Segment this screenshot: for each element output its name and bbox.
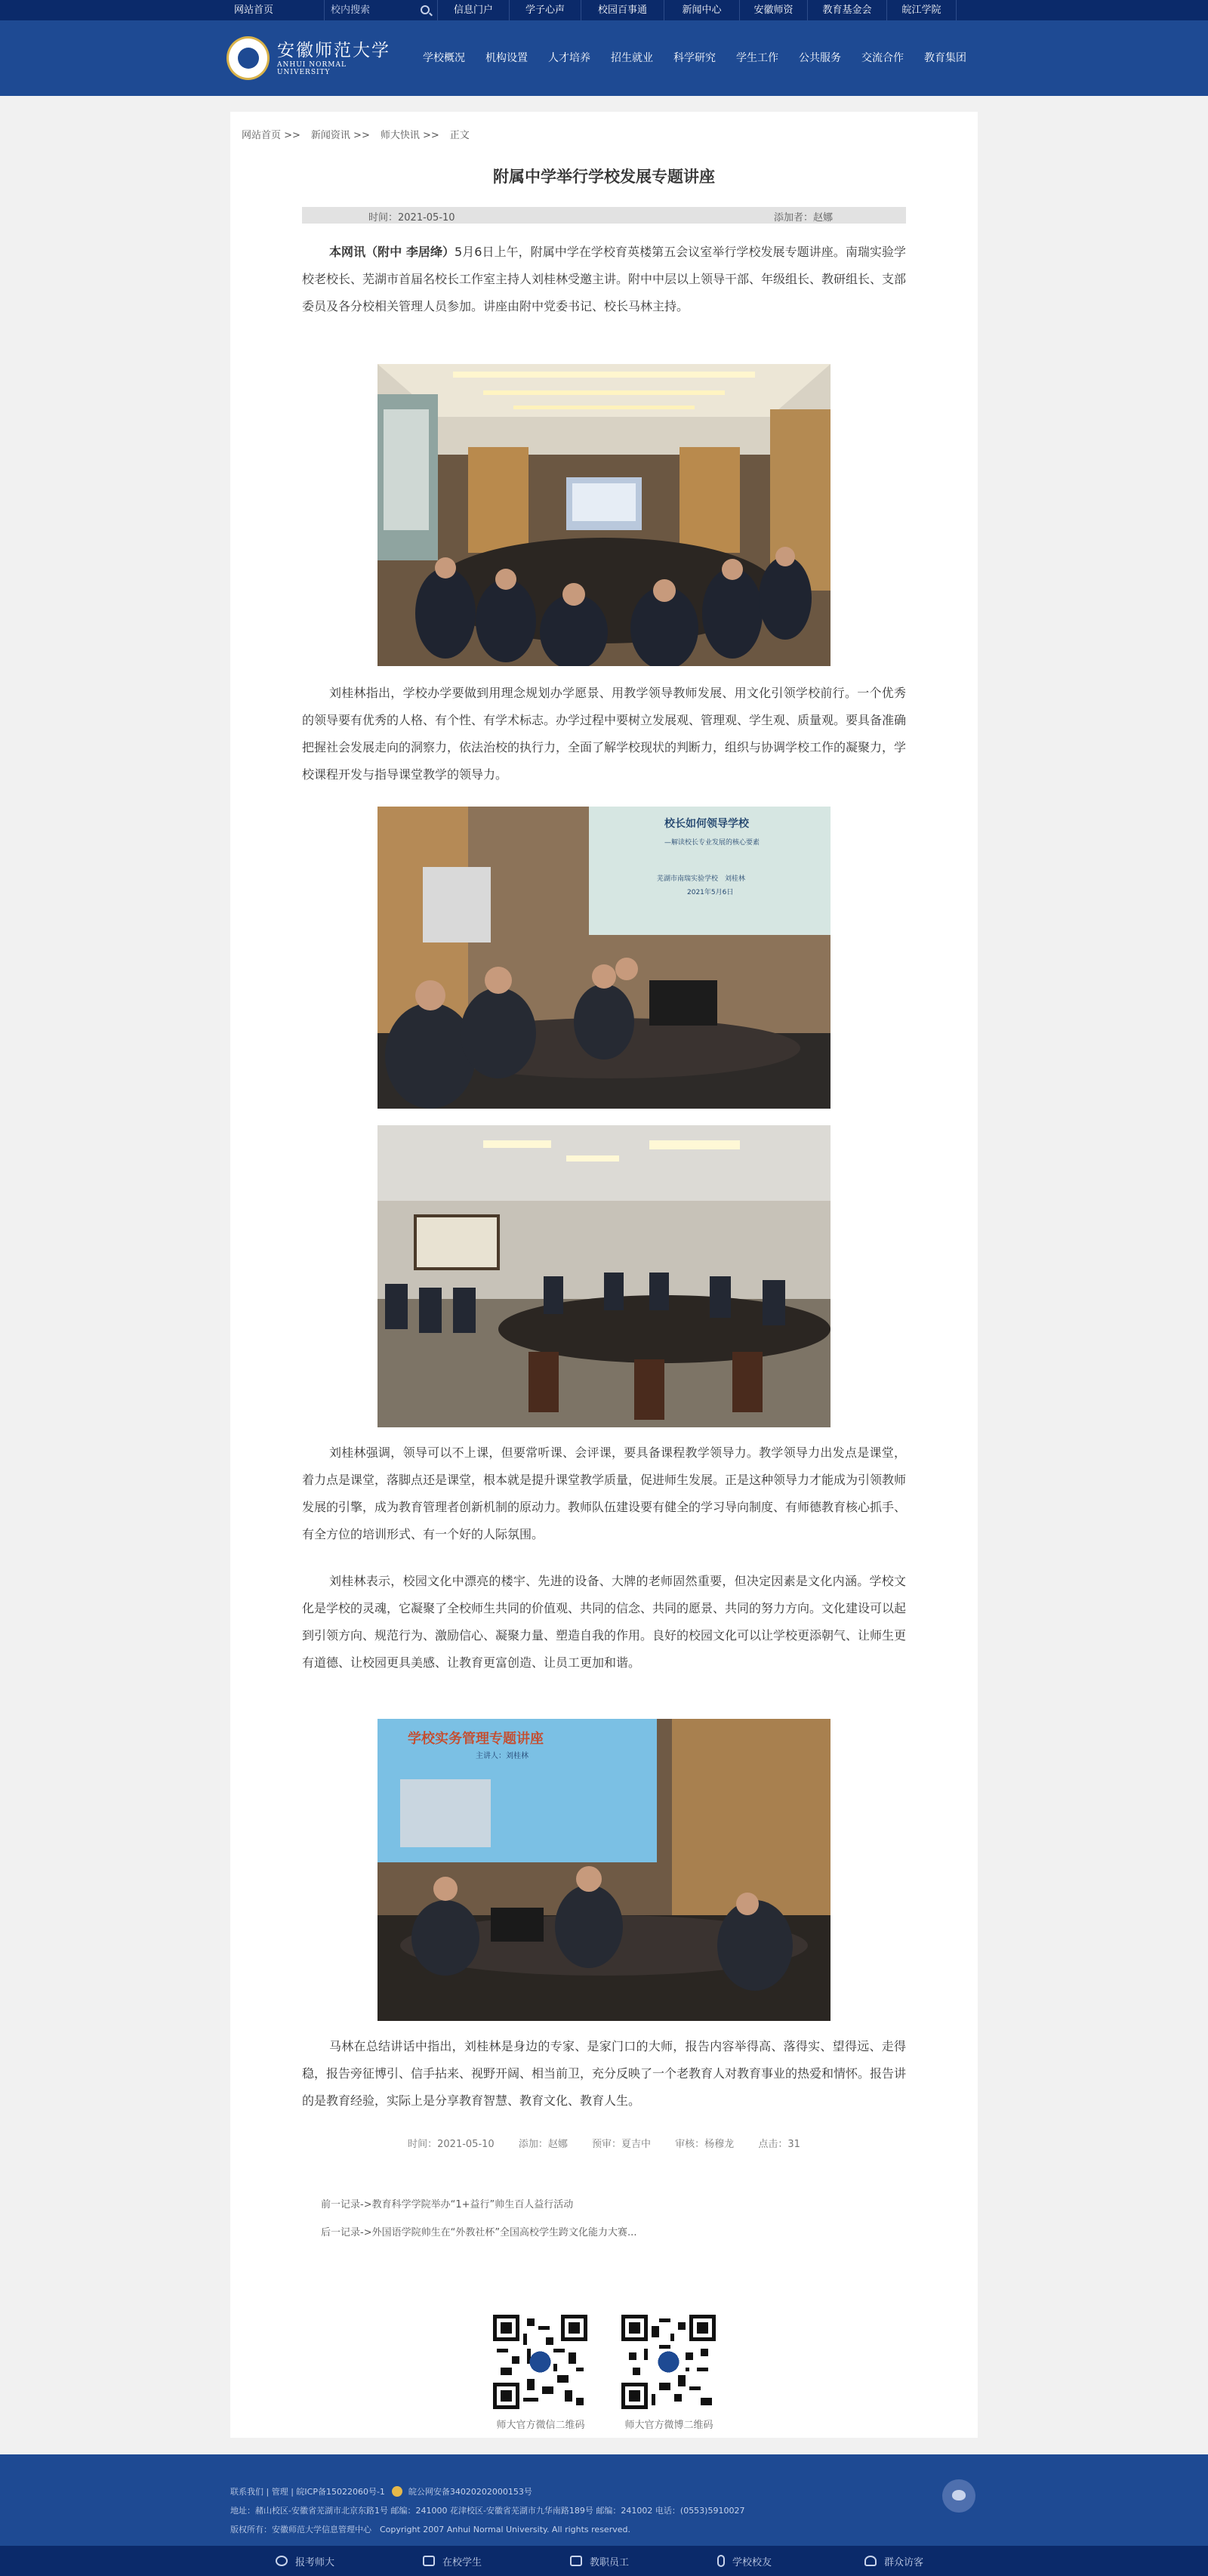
monitor-icon	[570, 2556, 582, 2566]
lead-text: 5月6日上午，附属中学在学校育英楼第五会议室举行学校发展专题讲座。南瑞实验学校老校长、芜湖市首届名校长工作室主持人刘桂林受邀主讲。附中中层以上领导干部、年级组长、教研组长、支部委员及各分校相关管理人员参加。讲座由附中党委书记、校长马林主持。	[302, 245, 907, 313]
article-footer-meta	[230, 2136, 978, 2150]
nav-item-education-group[interactable]: 教育集团	[924, 52, 966, 64]
weibo-qr-label: 师大官方微博二维码	[624, 2420, 713, 2431]
slide-2-subtitle: 主讲人：刘桂林	[476, 1752, 528, 1760]
breadcrumb-express[interactable]: 师大快讯 >>	[380, 130, 439, 141]
slide-1-school: 芜湖市南瑞实验学校 刘桂林	[657, 875, 746, 883]
article-author: 添加者：赵娜	[774, 212, 834, 224]
article-date: 时间：2021-05-10	[368, 212, 455, 224]
bottom-link-visitors[interactable]	[864, 2546, 1012, 2576]
logo-english-name: ANHUI NORMAL UNIVERSITY	[276, 61, 347, 76]
nav-item-exchange[interactable]: 交流合作	[861, 52, 904, 64]
weibo-icon[interactable]	[942, 2479, 975, 2513]
main-navigation	[423, 49, 987, 67]
topbar-search-input[interactable]	[325, 0, 438, 20]
article-paragraph-5: 马林在总结讲话中指出，刘桂林是身边的专家、是家门口的大师，报告内容举得高、落得实、望得远、走得稳，报告旁征博引、信手拈来、视野开阔、相当前卫，充分反映了一个老教育人对教育事业的热爱和情怀。报告讲的是教育经验，实际上是分享教育智慧、教育文化、教育人生。	[302, 2039, 907, 2108]
article-photo-2	[378, 807, 830, 1109]
topbar-link-portal[interactable]: 信息门户	[438, 0, 510, 20]
article-photo-3	[378, 1125, 830, 1427]
search-icon[interactable]	[421, 5, 430, 14]
article-meta-bar	[302, 207, 906, 224]
slide-1-title: 校长如何领导学校	[664, 818, 749, 830]
footer-meta-added: 添加：赵娜	[518, 2139, 568, 2150]
university-seal-icon	[226, 36, 270, 80]
topbar-link-news-center[interactable]: 新闻中心	[664, 0, 740, 20]
topbar-link-teachers[interactable]: 安徽师资	[740, 0, 808, 20]
article-paragraph-2: 刘桂林指出，学校办学要做到用理念规划办学愿景、用教学领导教师发展、用文化引领学校前行。一个优秀的领导要有优秀的人格、有个性、有学术标志。办学过程中要树立发展观、管理观、学生观、质量观。要具备准确把握社会发展走向的洞察力，依法治校的执行力，全面了解学校现状的判断力，组织与协调学校工作的凝聚力，学校课程开发与指导课堂教学的领导力。	[302, 686, 907, 782]
footer-meta-clicks: 点击：31	[758, 2139, 800, 2150]
nav-item-admissions[interactable]: 招生就业	[611, 52, 653, 64]
article-title: 附属中学举行学校发展专题讲座	[493, 168, 715, 186]
bottom-link-applicants[interactable]	[276, 2546, 423, 2576]
topbar-link-wanjiang[interactable]: 皖江学院	[887, 0, 957, 20]
footer-address: 地址：赭山校区-安徽省芜湖市北京东路1号 邮编：241000 花津校区-安徽省芜湖市九华南路189号 邮编：241002 电话：(0553)5910027	[230, 2506, 745, 2516]
bottom-link-visitors-label: 群众访客	[884, 2556, 924, 2568]
footer-line-1	[230, 2485, 532, 2497]
breadcrumb-current: 正文	[449, 130, 470, 141]
site-footer	[0, 2454, 1208, 2546]
person-icon	[864, 2556, 877, 2566]
nav-item-research[interactable]: 科学研究	[673, 52, 716, 64]
bottom-link-alumni[interactable]	[717, 2546, 864, 2576]
footer-copyright: 版权所有：安徽师范大学信息管理中心 Copyright 2007 Anhui Normal University. All rights reserved.	[230, 2525, 630, 2534]
nav-item-education[interactable]: 人才培养	[548, 52, 590, 64]
site-header	[0, 20, 1208, 96]
topbar-home-link[interactable]: 网站首页	[226, 0, 325, 20]
nav-item-student-affairs[interactable]: 学生工作	[736, 52, 778, 64]
slide-1-date: 2021年5月6日	[687, 889, 734, 896]
footer-meta-time: 时间：2021-05-10	[408, 2139, 495, 2150]
article-paragraph-4: 刘桂林表示，校园文化中漂亮的楼宇、先进的设备、大牌的老师固然重要，但决定因素是文化内涵。学校文化是学校的灵魂，它凝聚了全校师生共同的价值观、共同的信念、共同的愿景、共同的努力方向。文化建设可以起到引领方向、规范行为、激励信心、凝聚力量、塑造自我的作用。良好的校园文化可以让学校更添朝气、让师生更有道德、让校园更具美感、让教育更富创造、让员工更加和谐。	[302, 1574, 907, 1670]
nav-item-public-service[interactable]: 公共服务	[799, 52, 841, 64]
article-card	[230, 112, 978, 2438]
prev-article-link[interactable]: 前一记录->教育科学学院举办“1+益行”帅生百人益行活动	[321, 2199, 574, 2210]
topbar-link-student-voice[interactable]: 学子心声	[510, 0, 581, 20]
slide-1-subtitle: —解读校长专业发展的核心要素	[664, 839, 760, 847]
wechat-qr-code	[493, 2315, 587, 2409]
footer-meta-review: 审核：杨穆龙	[675, 2139, 735, 2150]
graduation-cap-icon	[423, 2556, 435, 2566]
bottom-link-students-label: 在校学生	[442, 2556, 482, 2568]
article-photo-1	[378, 364, 830, 666]
bottom-quicklinks-bar	[0, 2546, 1208, 2576]
nav-item-organization[interactable]: 机构设置	[485, 52, 528, 64]
bottom-link-staff[interactable]	[570, 2546, 717, 2576]
topbar-link-foundation[interactable]: 教育基金会	[808, 0, 887, 20]
university-logo[interactable]	[226, 35, 400, 81]
topbar-link-campus-guide[interactable]: 校园百事通	[581, 0, 664, 20]
bottom-link-alumni-label: 学校校友	[732, 2556, 772, 2568]
breadcrumb	[242, 127, 480, 141]
search-placeholder: 校内搜索	[331, 5, 371, 16]
breadcrumb-home[interactable]: 网站首页 >>	[242, 130, 300, 141]
lead-source: 本网讯（附中 李居绛）	[329, 245, 455, 259]
footer-links[interactable]: 联系我们 | 管理 | 皖ICP备15022060号-1	[230, 2487, 385, 2497]
top-utility-bar	[0, 0, 1208, 20]
wechat-qr-label: 师大官方微信二维码	[496, 2420, 585, 2431]
breadcrumb-news[interactable]: 新闻资讯 >>	[310, 130, 370, 141]
logo-chinese-name: 安徽师范大学	[276, 41, 390, 60]
footer-meta-first-review: 预审：夏吉中	[592, 2139, 652, 2150]
compass-icon	[276, 2556, 288, 2566]
police-badge-icon	[392, 2486, 402, 2497]
nav-item-overview[interactable]: 学校概况	[423, 52, 465, 64]
article-paragraph-1	[302, 239, 906, 320]
article-photo-4	[378, 1719, 830, 2021]
thermometer-icon	[717, 2555, 725, 2567]
weibo-qr-code	[621, 2315, 716, 2409]
next-article-link[interactable]: 后一记录->外国语学院帅生在“外教社杯”全国高校学生跨文化能力大赛...	[321, 2227, 637, 2238]
slide-2-title: 学校实务管理专题讲座	[408, 1731, 544, 1747]
bottom-link-students[interactable]	[423, 2546, 570, 2576]
bottom-link-applicants-label: 报考师大	[295, 2556, 335, 2568]
footer-police-record[interactable]: 皖公网安备34020202000153号	[408, 2487, 532, 2497]
bottom-link-staff-label: 教职员工	[590, 2556, 630, 2568]
article-paragraph-3: 刘桂林强调，领导可以不上课，但要常听课、会评课，要具备课程教学领导力。教学领导力出发点是课堂，着力点是课堂，落脚点还是课堂，根本就是提升课堂教学质量，促进师生发展。正是这种领导力才能成为引领教师发展的引擎，成为教育管理者创新机制的原动力。教师队伍建设要有健全的学习导向制度、有师德教育核心抓手、有全方位的培训形式、有一个好的人际氛围。	[302, 1445, 907, 1541]
